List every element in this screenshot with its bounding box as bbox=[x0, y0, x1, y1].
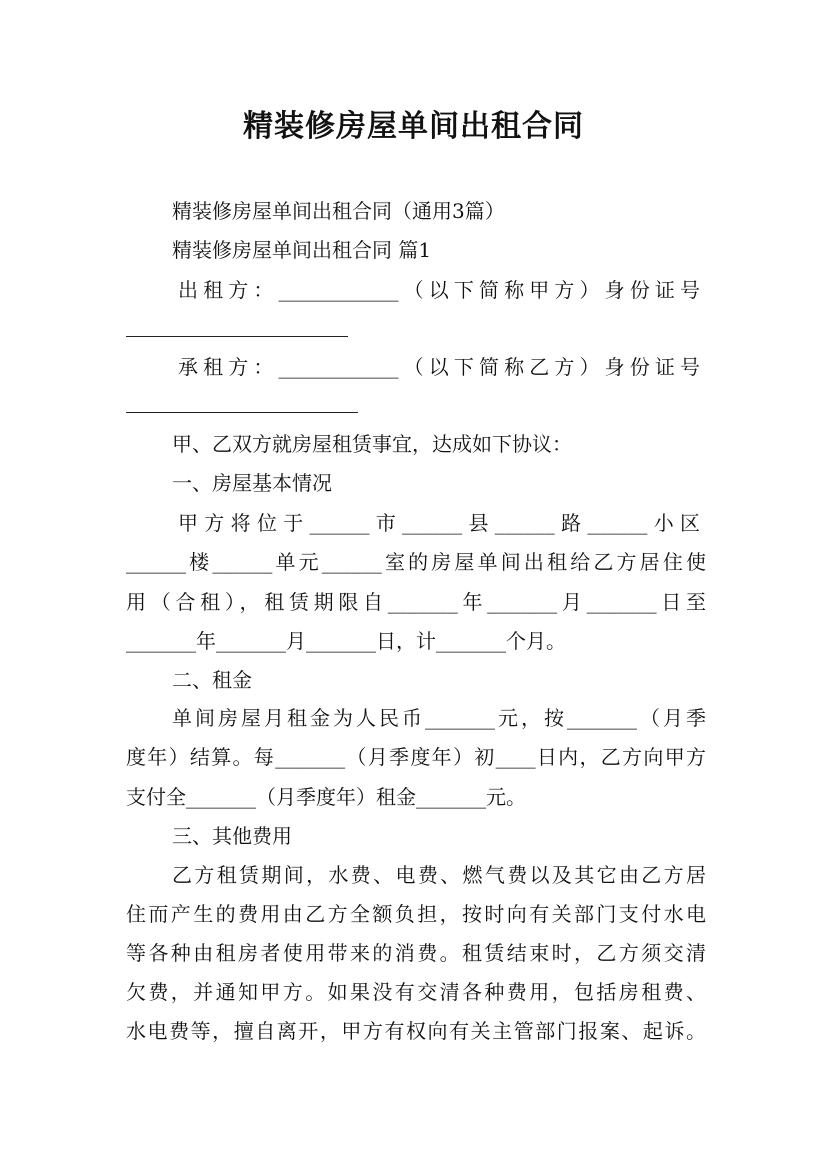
clause-3-line-1: 乙方租赁期间，水费、电费、燃气费以及其它由乙方居 bbox=[172, 863, 706, 887]
lessor-line: 出租方：____________（以下简称甲方）身份证号 bbox=[178, 278, 700, 302]
lessee-id-underline bbox=[126, 412, 358, 413]
clause-heading-1: 一、房屋基本情况 bbox=[172, 471, 332, 495]
agreement-intro-line: 甲、乙双方就房屋租赁事宜，达成如下协议： bbox=[172, 432, 572, 456]
clause-heading-3: 三、其他费用 bbox=[172, 824, 292, 848]
lessee-id-blank bbox=[126, 394, 706, 422]
clause-3-line-5: 水电费等，擅自离开，甲方有权向有关主管部门报案、起诉。 bbox=[126, 1019, 706, 1043]
clause-3-line-2: 住而产生的费用由乙方全额负担，按时向有关部门支付水电 bbox=[126, 902, 706, 926]
clause-1-line-4: _______年_______月_______日，计_______个月。 bbox=[126, 629, 566, 653]
clause-2-line-1: 单间房屋月租金为人民币_______元，按_______（月季 bbox=[172, 706, 706, 730]
lessee-line: 承租方：____________（以下简称乙方）身份证号 bbox=[178, 355, 700, 379]
clause-3-line-4: 欠费，并通知甲方。如果没有交清各种费用，包括房租费、 bbox=[126, 980, 706, 1004]
clause-3-line-3: 等各种由租房者使用带来的消费。租赁结束时，乙方须交清 bbox=[126, 941, 706, 965]
clause-heading-2: 二、租金 bbox=[172, 668, 252, 692]
document-title: 精装修房屋单间出租合同 bbox=[243, 109, 584, 144]
clause-1-line-2: ______楼______单元______室的房屋单间出租给乙方居住使 bbox=[126, 550, 706, 574]
clause-2-line-2: 度年）结算。每_______（月季度年）初____日内，乙方向甲方 bbox=[126, 745, 706, 769]
lessor-id-blank bbox=[126, 318, 706, 346]
clause-1-line-1: 甲方将位于______市______县______路______小区 bbox=[178, 511, 700, 535]
section-heading-line: 精装修房屋单间出租合同 篇1 bbox=[172, 238, 432, 262]
subtitle-line: 精装修房屋单间出租合同（通用3篇） bbox=[172, 199, 505, 223]
clause-2-line-3: 支付全_______（月季度年）租金_______元。 bbox=[126, 785, 526, 809]
clause-1-line-3: 用（合租），租赁期限自_______年_______月_______日至 bbox=[126, 590, 706, 614]
lessor-id-underline bbox=[126, 336, 348, 337]
